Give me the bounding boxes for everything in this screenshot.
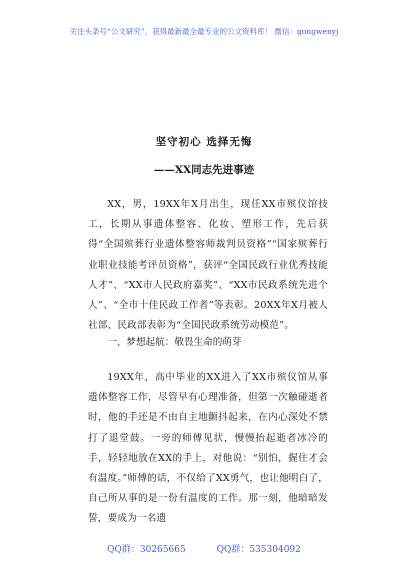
- paragraph-story: 19XX年，高中毕业的XX进入了XX市殡仪馆从事遗体整容工作，尽管早有心理准备，但第一次触碰逝者时，他的手还是不由自主地颤抖起来，在内心深处不禁打了退堂鼓。一旁的师傅见状，慢慢抬起逝者冰冷的手，轻轻地放在XX的手上，对他说：“别怕，握住才会有温度。”师傅的话，不仅给了XX勇气，也让他明白了，自己所从事的是一份有温度的工作。那一刻，他暗暗发誓，要成为一名遗: [88, 372, 328, 525]
- footer-qq-group-1: QQ群：30265665: [107, 545, 186, 555]
- document-subtitle: ——XX同志先进事迹: [153, 164, 255, 176]
- footer-qq-group-2: QQ群：535304092: [216, 545, 301, 555]
- section-heading: 一、梦想起航：敬畏生命的萌芽: [107, 337, 242, 348]
- paragraph-intro: XX，男，19XX年X月出生，现任XX市殡仪馆技工，长期从事遗体整容、化妆、塑形工作，先后获得“全国殡葬行业遗体整容师裁判员资格”“国家殡葬行业职业技能考评员资格”，获评“全国民政行业优秀技能人才”、“XX市人民政府嘉奖”、“XX市民政系统先进个人”、“全市十佳民政工作者”等表彰。20XX年X月被人社部、民政部表彰为“全国民政系统劳动模范”。: [88, 199, 328, 332]
- header-banner: 关注头条号“公文研究”，获得最新最全最专业的公文资料库！ 微信：gongwenyj: [69, 27, 339, 36]
- footer-contact: [0, 542, 408, 555]
- document-title: 坚守初心 选择无悔: [155, 136, 253, 148]
